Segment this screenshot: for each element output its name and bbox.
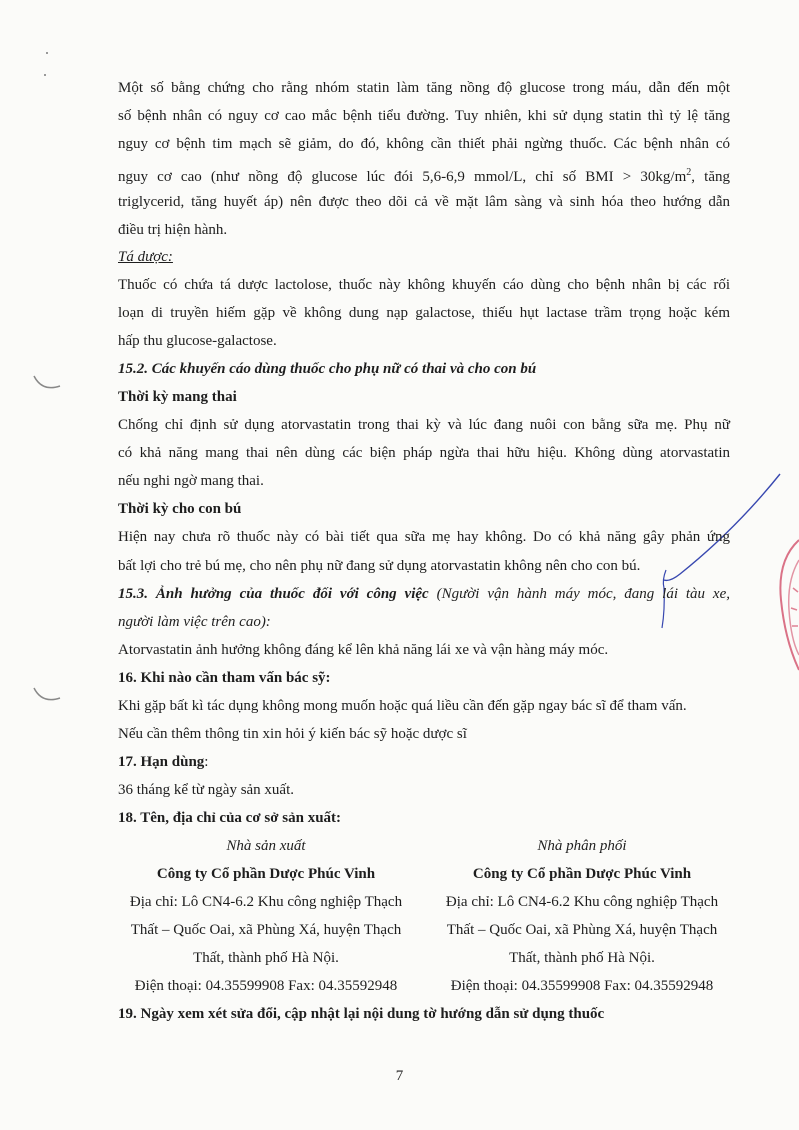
body-text-line: bất lợi cho trẻ bú mẹ, cho nên phụ nữ đang sử dụng atorvastatin không nên cho con bú. xyxy=(118,558,641,574)
section-heading-15-3: 15.3. Ảnh hưởng của thuốc đối với công việc (Người vận hành máy móc, đang lái tàu xe, xyxy=(118,586,730,602)
scan-speck xyxy=(46,52,48,54)
section-heading-17: 17. Hạn dùng: xyxy=(118,754,209,770)
section-heading-18: 18. Tên, địa chỉ của cơ sở sản xuất: xyxy=(118,810,342,826)
manufacturer-role: Nhà sản xuất xyxy=(226,838,306,854)
manufacturer-address-line: Địa chỉ: Lô CN4-6.2 Khu công nghiệp Thạch xyxy=(129,894,403,910)
punch-hole-mark xyxy=(30,372,66,394)
subheading-lactation: Thời kỳ cho con bú xyxy=(118,501,242,517)
distributor-name: Công ty Cổ phần Dược Phúc Vinh xyxy=(472,866,692,882)
body-text-line: hấp thu glucose-galactose. xyxy=(118,333,277,349)
scan-speck xyxy=(44,74,46,76)
body-text-line: Một số bằng chứng cho rằng nhóm statin làm tăng nồng độ glucose trong máu, dẫn đến một xyxy=(118,80,730,96)
manufacturer-phone: Điện thoại: 04.35599908 Fax: 04.35592948 xyxy=(134,978,398,994)
body-text-line: nguy cơ bệnh tim mạch sẽ giảm, do đó, không cần thiết phải ngừng thuốc. Các bệnh nhân có xyxy=(118,136,730,152)
manufacturer-name: Công ty Cổ phần Dược Phúc Vinh xyxy=(156,866,376,882)
body-text-line: Chống chỉ định sử dụng atorvastatin trong thai kỳ và lúc đang nuôi con bằng sữa mẹ. Phụ nữ xyxy=(118,417,730,433)
signature-mark xyxy=(640,470,790,630)
body-text-line: Atorvastatin ảnh hưởng không đáng kể lên khả năng lái xe và vận hàng máy móc. xyxy=(118,642,609,658)
body-text-line: 36 tháng kể từ ngày sản xuất. xyxy=(118,782,295,798)
body-text-line: Thuốc có chứa tá dược lactolose, thuốc này không khuyến cáo dùng cho bệnh nhân bị các rối xyxy=(118,277,730,293)
subheading-pregnancy: Thời kỳ mang thai xyxy=(118,389,237,405)
body-text-line: nguy cơ cao (như nồng độ glucose lúc đói 5,6-6,9 mmol/L, chỉ số BMI > $30kg/m^2$, tăng xyxy=(118,167,730,185)
distributor-phone: Điện thoại: 04.35599908 Fax: 04.35592948 xyxy=(450,978,714,994)
section-heading-15-3-cont: người làm việc trên cao): xyxy=(118,614,271,630)
subheading-excipient: Tá dược: xyxy=(118,249,173,265)
body-text-line: Hiện nay chưa rõ thuốc này có bài tiết qua sữa mẹ hay không. Do có khả năng gây phản ứng xyxy=(118,529,730,545)
body-text-line: có khả năng mang thai nên dùng các biện pháp ngừa thai hữu hiệu. Không dùng atorvastatin xyxy=(118,445,730,461)
body-text-line: số bệnh nhân có nguy cơ cao mắc bệnh tiểu đường. Tuy nhiên, khi sử dụng statin thì tỷ lệ tăng xyxy=(118,108,730,124)
punch-hole-mark xyxy=(30,684,66,706)
body-text-line: Khi gặp bất kì tác dụng không mong muốn hoặc quá liều cần đến gặp ngay bác sĩ để tham vấn. xyxy=(118,698,687,714)
section-heading-15-2: 15.2. Các khuyến cáo dùng thuốc cho phụ nữ có thai và cho con bú xyxy=(118,361,537,377)
section-heading-19: 19. Ngày xem xét sửa đổi, cập nhật lại nội dung tờ hướng dẫn sử dụng thuốc xyxy=(118,1006,605,1022)
distributor-address-line: Thất, thành phố Hà Nội. xyxy=(509,950,655,966)
body-text-line: nếu nghi ngờ mang thai. xyxy=(118,473,264,489)
body-text-line: điều trị hiện hành. xyxy=(118,222,228,238)
body-text-line: Nếu cần thêm thông tin xin hỏi ý kiến bác sỹ hoặc dược sĩ xyxy=(118,726,467,742)
section-heading-16: 16. Khi nào cần tham vấn bác sỹ: xyxy=(118,670,331,686)
distributor-address-line: Thất – Quốc Oai, xã Phùng Xá, huyện Thạch xyxy=(446,922,718,938)
distributor-role: Nhà phân phối xyxy=(537,838,627,854)
manufacturer-address-line: Thất – Quốc Oai, xã Phùng Xá, huyện Thạch xyxy=(130,922,402,938)
manufacturer-address-line: Thất, thành phố Hà Nội. xyxy=(193,950,339,966)
body-text-line: triglycerid, tăng huyết áp) nên được theo dõi cả về mặt lâm sàng và sinh hóa theo hướng dẫn xyxy=(118,194,730,210)
page-number: 7 xyxy=(395,1068,404,1084)
superscript: 2 xyxy=(686,167,692,178)
body-text-line: loạn di truyền hiếm gặp về không dung nạp galactose, thiếu hụt lactase trầm trọng hoặc kém xyxy=(118,305,730,321)
distributor-address-line: Địa chỉ: Lô CN4-6.2 Khu công nghiệp Thạch xyxy=(445,894,719,910)
